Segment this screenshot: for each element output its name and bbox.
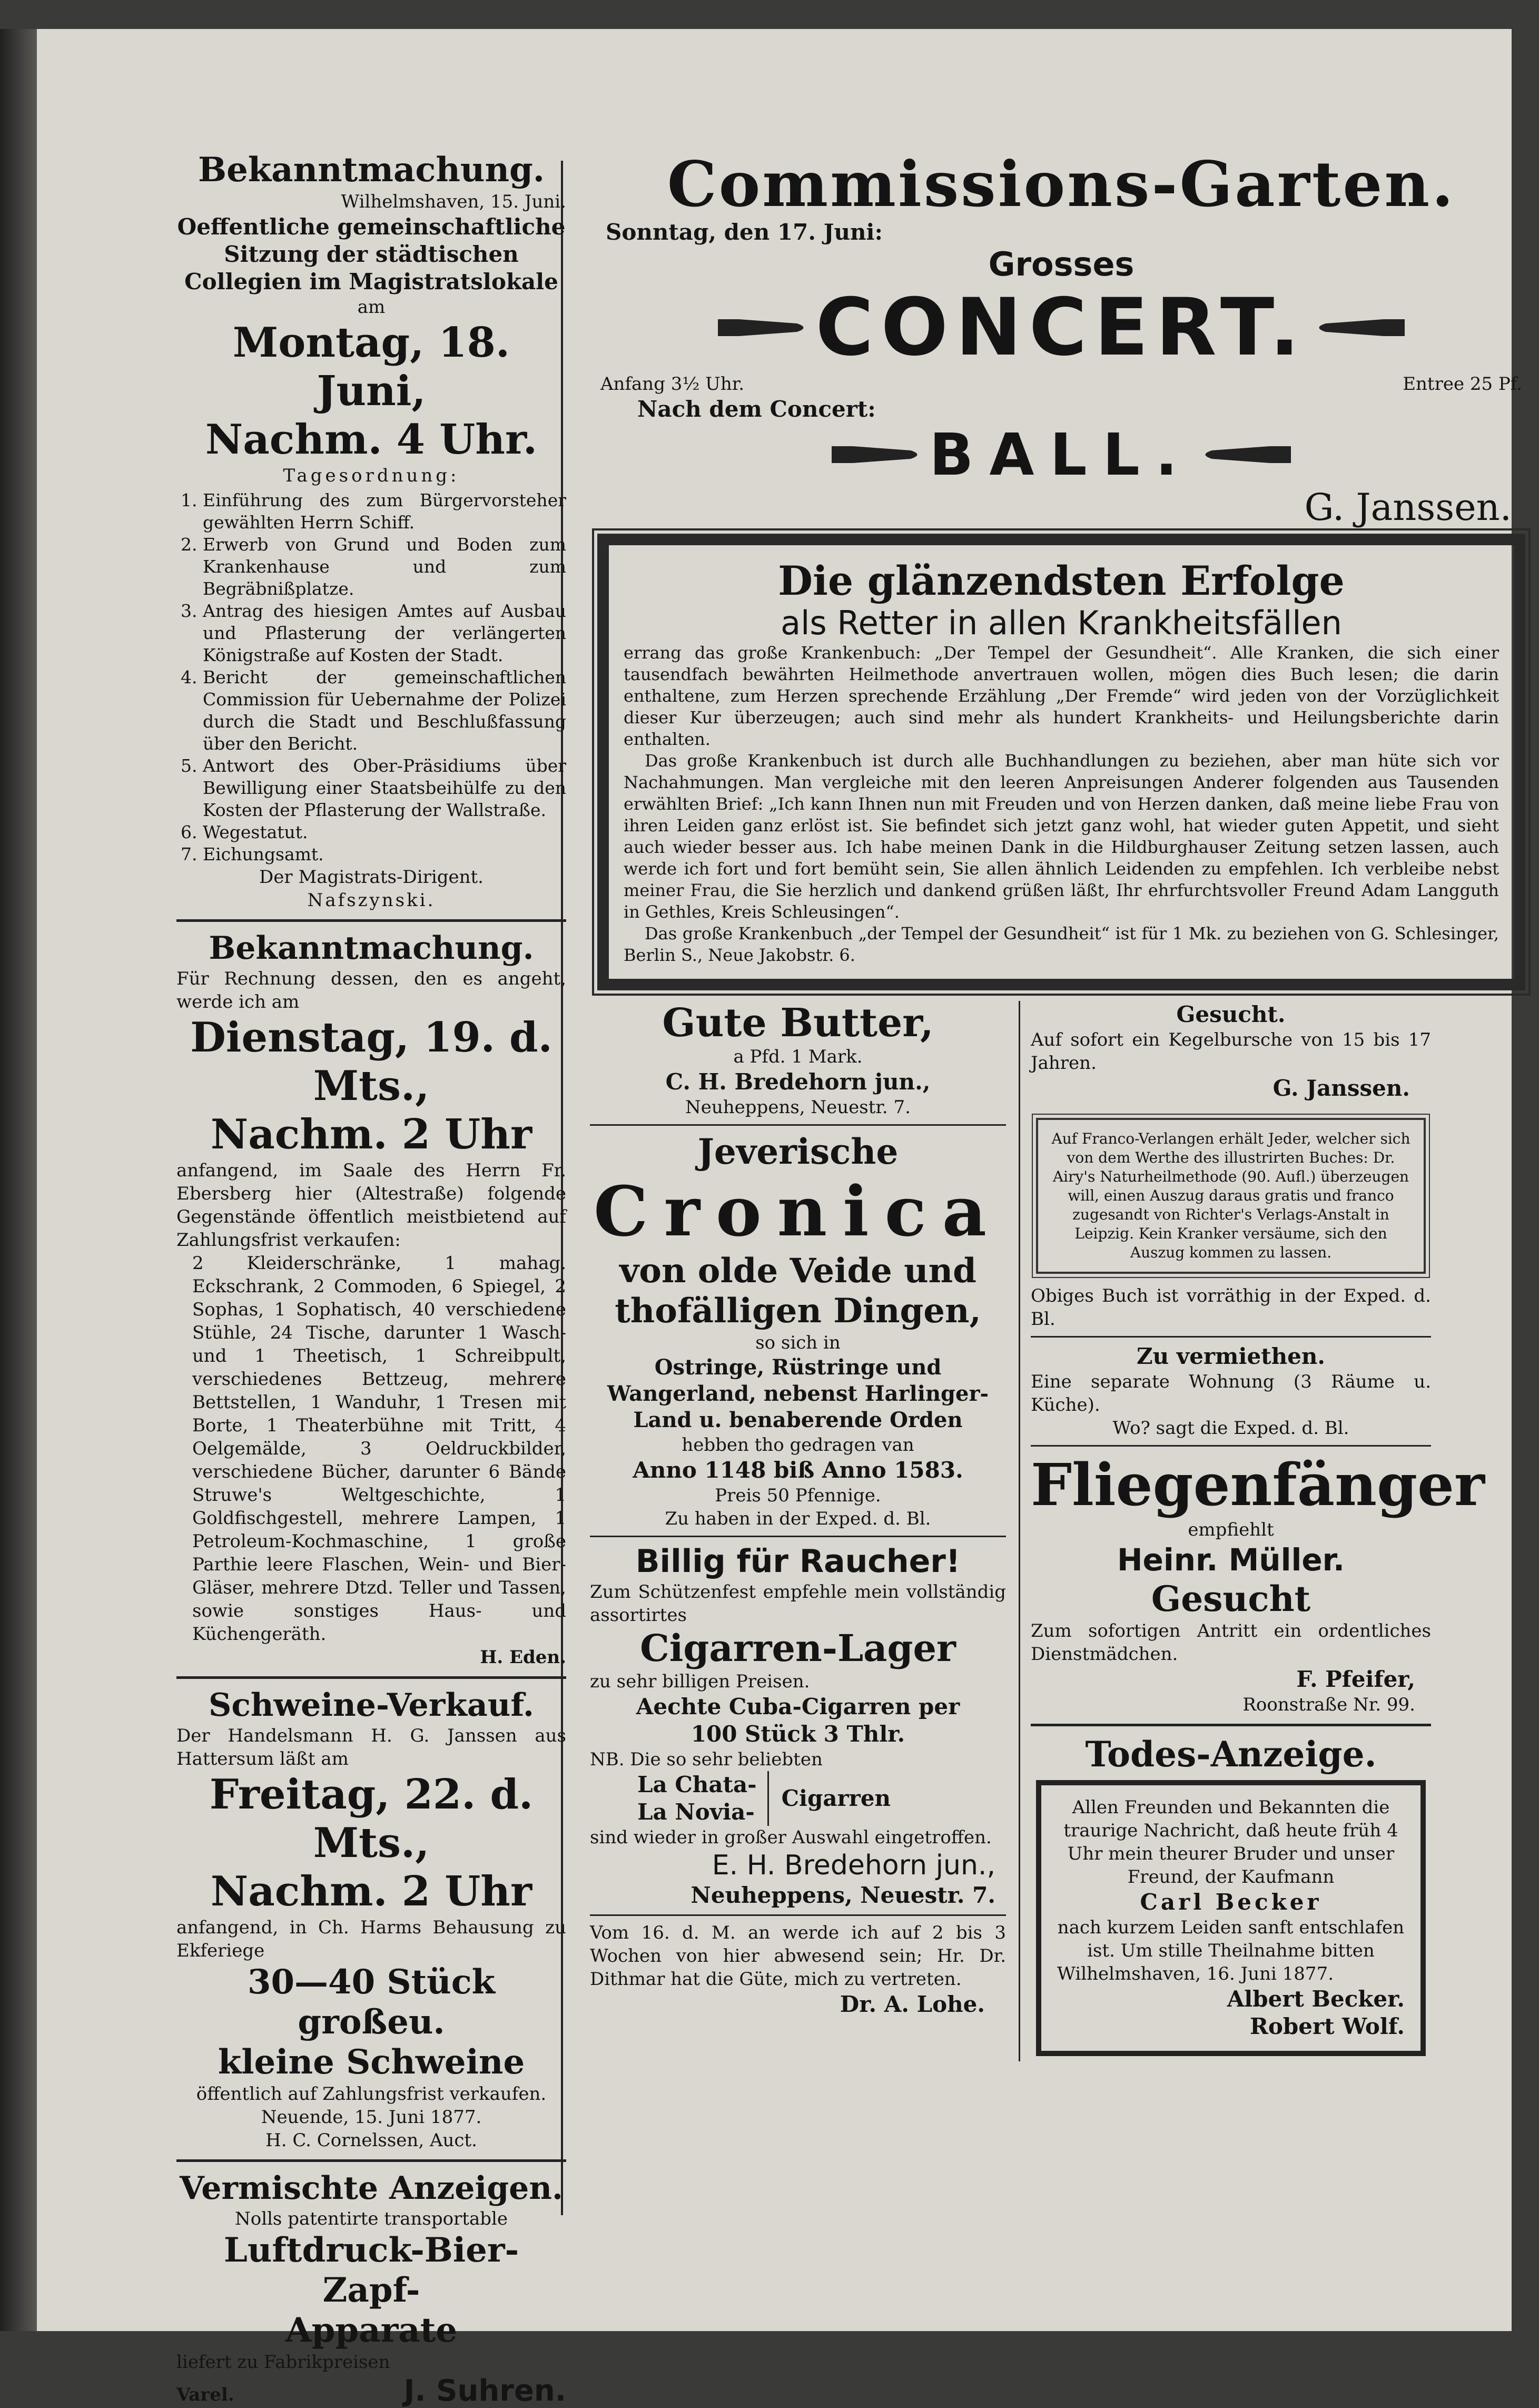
auction-intro: Für Rechnung dessen, den es angeht, werde ich am bbox=[176, 968, 566, 1013]
notice-auction bbox=[176, 929, 566, 1669]
divider bbox=[590, 1914, 1006, 1916]
cronica-sub2: thofälligen Dingen, bbox=[615, 1291, 981, 1331]
notice-date: Montag, 18. Juni, bbox=[232, 319, 510, 415]
butter-address: Neuheppens, Neuestr. 7. bbox=[685, 1097, 911, 1118]
signer-role: Der Magistrats-Dirigent. bbox=[259, 867, 484, 888]
divider bbox=[1031, 1724, 1431, 1726]
pointing-hand-icon bbox=[1196, 439, 1291, 470]
agenda-item: 6. Wegestatut. bbox=[203, 821, 566, 843]
agenda-item: 5. Antwort des Ober-Präsidiums über Bewilligung einer Staatsbeihülfe zu den Kosten der Pflasterung der Wallstraße. bbox=[203, 755, 566, 821]
gesucht-signer: G. Janssen. bbox=[1272, 1075, 1410, 1101]
divider bbox=[176, 1676, 566, 1679]
todes-name: Carl Becker bbox=[1140, 1889, 1322, 1915]
misc-place: Varel. bbox=[176, 2384, 234, 2405]
divider bbox=[590, 1536, 1006, 1537]
agenda-item: 2. Erwerb von Grund und Boden zum Krankenhause und zum Begräbnißplatze. bbox=[203, 534, 566, 600]
gesucht-text: Auf sofort ein Kegelbursche von 15 bis 17 Jahren. bbox=[1031, 1029, 1431, 1074]
fliegen-rec: empfiehlt bbox=[1188, 1519, 1274, 1540]
fliegen-title: Fliegenfänger bbox=[1031, 1451, 1485, 1519]
vermiethen-where: Wo? sagt die Exped. d. Bl. bbox=[1112, 1418, 1349, 1439]
pig-signer: H. C. Cornelssen, Auct. bbox=[265, 2130, 477, 2151]
cigar-prices: zu sehr billigen Preisen. bbox=[590, 1671, 810, 1692]
cronica-places: Ostringe, Rüstringe und Wangerland, nebenst Harlinger-Land u. benaberende Orden bbox=[607, 1355, 989, 1432]
death-notice bbox=[1036, 1780, 1426, 2056]
divider bbox=[176, 2159, 566, 2162]
todes-text: Allen Freunden und Bekannten die traurige Nachricht, daß heute früh 4 Uhr mein theurer Bruder und unser Freund, der Kaufmann bbox=[1063, 1797, 1398, 1888]
cigar-restock: sind wieder in großer Auswahl eingetroffen. bbox=[590, 1827, 992, 1848]
notice-time: Nachm. 4 Uhr. bbox=[205, 416, 538, 464]
agenda-item: 1. Einführung des zum Bürgervorsteher gewählten Herrn Schiff. bbox=[203, 489, 566, 534]
gesucht-maid-ad bbox=[1031, 1578, 1431, 1716]
newspaper-page bbox=[37, 29, 1522, 2408]
gesucht2-title: Gesucht bbox=[1151, 1578, 1311, 1619]
agenda-label: Tagesordnung: bbox=[283, 465, 460, 486]
ball-word: BALL. bbox=[929, 421, 1193, 488]
todes-text2: nach kurzem Leiden sanft entschlafen ist. Um stille Theilnahme bitten bbox=[1057, 1917, 1405, 1961]
cigar-word: Cigarren bbox=[781, 1785, 891, 1811]
column-left bbox=[176, 150, 566, 2408]
kb-subtitle: als Retter in allen Krankheitsfällen bbox=[781, 604, 1342, 642]
pointing-hand-icon bbox=[1310, 312, 1405, 343]
cronica-ad bbox=[590, 1131, 1006, 1530]
cronica-price: Preis 50 Pfennige. bbox=[715, 1485, 881, 1506]
todes-signer-2: Robert Wolf. bbox=[1249, 2013, 1405, 2039]
misc-product-2: Apparate bbox=[285, 2311, 458, 2350]
cronica-sub1: von olde Veide und bbox=[619, 1251, 976, 1291]
fliegen-ad bbox=[1031, 1451, 1485, 1578]
butter-price: a Pfd. 1 Mark. bbox=[733, 1046, 863, 1067]
cronica-title: Cronica bbox=[594, 1171, 1002, 1252]
franco-text: Auf Franco-Verlangen erhält Jeder, welcher sich von dem Werthe des illustrirten Buches: Dr. Airy's Naturheilmethode (90. Aufl.) überzeugen will, einen Auszug daraus gratis und franco zugesandt von Richter's Verlags-Anstalt in Leipzig. Kein Kranker versäume, sich den Auszug kommen zu lassen. bbox=[1051, 1130, 1410, 1261]
misc-note: liefert zu Fabrikpreisen bbox=[176, 2352, 390, 2373]
concert-grosses: Grosses bbox=[988, 245, 1134, 283]
divider bbox=[590, 1124, 1006, 1126]
pointing-hand-icon bbox=[832, 439, 926, 470]
signer-name: Nafszynski. bbox=[307, 890, 436, 911]
gesucht2-text: Zum sofortigen Antritt ein ordentliches Dienstmädchen. bbox=[1031, 1620, 1431, 1665]
pig-sale: öffentlich auf Zahlungsfrist verkaufen. bbox=[196, 2083, 547, 2105]
fliegen-seller: Heinr. Müller. bbox=[1117, 1542, 1345, 1578]
pig-title: Schweine-Verkauf. bbox=[209, 1687, 534, 1724]
todes-title: Todes-Anzeige. bbox=[1085, 1734, 1377, 1775]
right-column bbox=[1019, 1001, 1485, 2061]
vermiethen-ad bbox=[1031, 1343, 1431, 1440]
concert-word: CONCERT. bbox=[815, 282, 1307, 374]
concert-host: G. Janssen. bbox=[1304, 486, 1512, 529]
pig-dateline: Neuende, 15. Juni 1877. bbox=[261, 2107, 482, 2128]
cigar-title: Billig für Raucher! bbox=[635, 1543, 961, 1580]
butter-title: Gute Butter, bbox=[662, 1000, 934, 1046]
kb-title: Die glänzendsten Erfolge bbox=[778, 557, 1345, 604]
concert-ad bbox=[590, 150, 1533, 528]
notice-am: am bbox=[357, 297, 386, 318]
divider bbox=[176, 919, 566, 922]
gesucht-title: Gesucht. bbox=[1176, 1001, 1286, 1027]
vermiethen-title: Zu vermiethen. bbox=[1136, 1343, 1325, 1369]
cigar-lager: Cigarren-Lager bbox=[640, 1626, 956, 1670]
auction-date: Dienstag, 19. d. Mts., bbox=[190, 1014, 553, 1110]
misc-title: Vermischte Anzeigen. bbox=[180, 2170, 563, 2207]
cronica-line1: Jeverische bbox=[697, 1131, 899, 1172]
cigar-ad bbox=[590, 1542, 1006, 1909]
notice-title: Bekanntmachung. bbox=[198, 150, 545, 190]
pig-body: anfangend, in Ch. Harms Behausung zu Ekferiege bbox=[176, 1917, 566, 1961]
auction-signer: H. Eden. bbox=[480, 1647, 566, 1668]
lohe-signer: Dr. A. Lohe. bbox=[840, 1991, 985, 2017]
concert-after: Nach dem Concert: bbox=[637, 396, 876, 422]
cronica-sub3: so sich in bbox=[755, 1332, 841, 1353]
concert-date: Sonntag, den 17. Juni: bbox=[606, 219, 883, 245]
book-spine bbox=[0, 29, 37, 2331]
gesucht-kegel-ad bbox=[1031, 1001, 1431, 1102]
lohe-ad bbox=[590, 1921, 1006, 2018]
cigar-qty: 100 Stück 3 Thlr. bbox=[690, 1721, 905, 1747]
butter-seller: C. H. Bredehorn jun., bbox=[665, 1069, 931, 1095]
auction-body: anfangend, im Saale des Herrn Fr. Ebersberg hier (Altestraße) folgende Gegenstände öffentlich meistbietend auf Zahlungsfrist verkaufen: bbox=[176, 1160, 566, 1251]
concert-start: Anfang 3½ Uhr. bbox=[600, 374, 745, 395]
franco-box bbox=[1036, 1118, 1426, 1274]
auction-title: Bekanntmachung. bbox=[209, 930, 534, 967]
misc-seller: J. Suhren. bbox=[403, 2374, 566, 2408]
agenda-item: 4. Bericht der gemeinschaftlichen Commission für Uebernahme der Polizei durch die Stadt und Beschlußfassung über den Bericht. bbox=[203, 666, 566, 755]
notice-dateline: Wilhelmshaven, 15. Juni. bbox=[341, 191, 566, 212]
misc-sub: Nolls patentirte transportable bbox=[234, 2208, 508, 2229]
gesucht2-address: Roonstraße Nr. 99. bbox=[1242, 1694, 1415, 1715]
pig-intro: Der Handelsmann H. G. Janssen aus Hattersum läßt am bbox=[176, 1725, 566, 1770]
middle-column bbox=[590, 1001, 1006, 2061]
franco-after: Obiges Buch ist vorräthig in der Exped. d. Bl. bbox=[1031, 1285, 1431, 1330]
auction-list: 2 Kleiderschränke, 1 mahag. Eckschrank, 2 Commoden, 6 Spiegel, 2 Sophas, 1 Sophatisch, 40 verschiedene Stühle, 24 Tische, darunter 1 Wasch- und 1 Theetisch, 1 Schreibpult, verschiedenes Bettzeug, mehrere Bettstellen, 1 Wanduhr, 1 Tresen mit Borte, 1 Theaterbühne mit Tritt, 4 Oelgemälde, 3 Oeldruckbilder, verschiedene Bücher, darunter 6 Bände Struwe's Weltgeschichte, 1 Goldfischgestell, mehrere Lampen, 1 Petroleum-Kochmaschine, 1 große Parthie leere Flaschen, Wein- und Bier-Gläser, mehrere Dtzd. Teller und Tassen, sowie sonstiges Haus- und Küchengeräth. bbox=[192, 1253, 566, 1645]
todes-dateline: Wilhelmshaven, 16. Juni 1877. bbox=[1057, 1963, 1334, 1984]
pig-goods: 30—40 Stück großeu. bbox=[247, 1962, 496, 2042]
cigar-brand-2: La Novia- bbox=[637, 1799, 755, 1825]
kb-p3: Das große Krankenbuch „der Tempel der Gesundheit“ ist für 1 Mk. zu beziehen von G. Schlesinger, Berlin S., Neue Jakobstr. 6. bbox=[624, 923, 1499, 965]
pig-date: Freitag, 22. d. Mts., bbox=[209, 1771, 534, 1867]
lohe-text: Vom 16. d. M. an werde ich auf 2 bis 3 Wochen von hier abwesend sein; Hr. Dr. Dithmar hat die Güte, mich zu vertreten. bbox=[590, 1922, 1006, 1990]
notice-misc bbox=[176, 2169, 566, 2408]
cronica-happened: hebben tho gedragen van bbox=[682, 1434, 914, 1456]
pointing-hand-icon bbox=[718, 312, 813, 343]
krankenbuch-ad bbox=[597, 534, 1525, 990]
agenda-list bbox=[176, 489, 566, 866]
butter-ad bbox=[590, 1001, 1006, 1119]
auction-time: Nachm. 2 Uhr bbox=[210, 1110, 532, 1158]
kb-p2: Das große Krankenbuch ist durch alle Buchhandlungen zu beziehen, aber man hüte sich vor Nachahmungen. Man vergleiche mit den leeren Anpreisungen Anderer folgenden aus Tausenden erwählten Brief: „Ich kann Ihnen nun mit Freuden und von Herzen danken, daß meine liebe Frau von ihren Leiden ganz erlöst ist. Sie befindet sich jetzt ganz wohl, hat wieder guten Appetit, und sieht auch wieder besser aus. Ich habe meinen Dank in die Hildburghauser Zeitung setzen lassen, auch werde ich fort und fort bemüht sein, Sie allen ähnlich Leidenden zu empfehlen. Ich verbleibe nebst meiner Frau, die Sie herzlich und dankend grüßen läßt, Ihr ehrfurchtsvoller Freund Adam Langguth in Gethles, Kreis Schleusingen“. bbox=[624, 751, 1499, 922]
cigar-address: Neuheppens, Neuestr. 7. bbox=[690, 1882, 995, 1908]
column-right bbox=[590, 150, 1533, 2061]
gesucht2-signer: F. Pfeifer, bbox=[1296, 1666, 1415, 1692]
pig-time: Nachm. 2 Uhr bbox=[210, 1868, 532, 1915]
agenda-item: 7. Eichungsamt. bbox=[203, 843, 566, 866]
notice-council-meeting bbox=[176, 150, 566, 912]
notice-headline: Oeffentliche gemeinschaftliche Sitzung der städtischen Collegien im Magistratslokale bbox=[177, 214, 566, 294]
cronica-avail: Zu haben in der Exped. d. Bl. bbox=[665, 1508, 931, 1529]
cigar-cuba: Aechte Cuba-Cigarren per bbox=[636, 1694, 960, 1719]
todes-signer: Albert Becker. bbox=[1227, 1986, 1405, 2012]
divider bbox=[1031, 1445, 1431, 1447]
concert-entree: Entree 25 Pf. bbox=[1403, 374, 1522, 395]
concert-garden: Commissions-Garten. bbox=[667, 148, 1456, 221]
cigar-nb: NB. Die so sehr beliebten bbox=[590, 1749, 823, 1770]
cronica-years: Anno 1148 biß Anno 1583. bbox=[633, 1457, 963, 1483]
cigar-brand: La Chata- bbox=[637, 1772, 757, 1797]
cigar-seller: E. H. Bredehorn jun., bbox=[712, 1850, 995, 1881]
pig-goods-2: kleine Schweine bbox=[218, 2042, 525, 2082]
notice-pig-sale bbox=[176, 1686, 566, 2152]
misc-product: Luftdruck-Bier-Zapf- bbox=[223, 2230, 519, 2310]
vermiethen-text: Eine separate Wohnung (3 Räume u. Küche). bbox=[1031, 1371, 1431, 1416]
divider bbox=[1031, 1336, 1431, 1338]
cigar-intro: Zum Schützenfest empfehle mein vollständig assortirtes bbox=[590, 1581, 1006, 1626]
agenda-item: 3. Antrag des hiesigen Amtes auf Ausbau und Pflasterung der verlängerten Königstraße auf Kosten der Stadt. bbox=[203, 600, 566, 666]
kb-p1: errang das große Krankenbuch: „Der Tempel der Gesundheit“. Alle Kranken, die sich einer tausendfach bewährten Heilmethode anvertrauen wollen, mögen dies Buch lesen; die darin enthaltene, zum Herzen sprechende Erzählung „Der Fremde“ wird jeden von der Vorzüglichkeit dieser Kur überzeugen; auch sind mehr als hundert Krankheits- und Heilungsberichte darin enthalten. bbox=[624, 643, 1499, 749]
